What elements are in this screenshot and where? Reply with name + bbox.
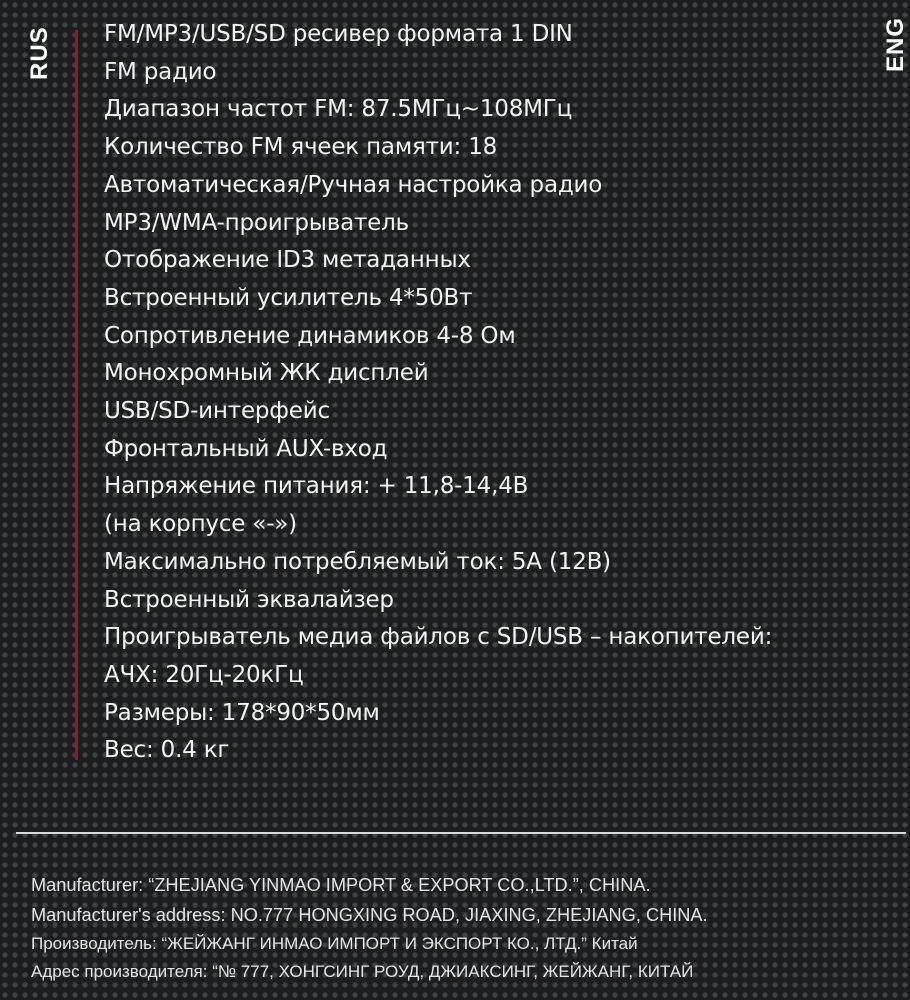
spec-item: Фронтальный AUX-вход bbox=[104, 435, 388, 462]
spec-item: MP3/WMA-проигрыватель bbox=[104, 209, 409, 236]
spec-item: Максимально потребляемый ток: 5А (12В) bbox=[104, 548, 611, 575]
spec-item: Количество FM ячеек памяти: 18 bbox=[104, 134, 498, 161]
footer-divider bbox=[16, 832, 906, 834]
spec-list bbox=[104, 16, 772, 770]
spec-item: Автоматическая/Ручная настройка радио bbox=[104, 171, 603, 198]
spec-item: Монохромный ЖК дисплей bbox=[104, 360, 429, 387]
manufacturer-address-en: Manufacturer's address: NO.777 HONGXING ROAD, JIAXING, ZHEJIANG, CHINA. bbox=[31, 905, 708, 925]
spec-item: FM/MP3/USB/SD ресивер формата 1 DIN bbox=[104, 21, 573, 47]
spec-item: Отображение ID3 метаданных bbox=[104, 247, 471, 274]
spec-item: Напряжение питания: + 11,8-14,4В bbox=[104, 473, 529, 500]
spec-item: Проигрыватель медиа файлов с SD/USB – накопителей: bbox=[104, 624, 773, 651]
spec-item: АЧХ: 20Гц-20кГц bbox=[104, 661, 304, 688]
spec-item: Встроенный эквалайзер bbox=[104, 586, 394, 613]
language-tab-eng: ENG bbox=[882, 16, 909, 72]
spec-item: USB/SD-интерфейс bbox=[104, 398, 330, 425]
spec-item: Сопротивление динамиков 4-8 Ом bbox=[104, 322, 516, 349]
manufacturer-info bbox=[31, 870, 708, 986]
spec-item: Вес: 0.4 кг bbox=[104, 737, 230, 764]
spec-item: FM радио bbox=[104, 58, 217, 85]
spec-item: Размеры: 178*90*50мм bbox=[104, 699, 380, 726]
spec-item: Встроенный усилитель 4*50Вт bbox=[104, 284, 473, 311]
language-tab-rus: RUS bbox=[26, 26, 53, 80]
accent-divider-line bbox=[75, 30, 78, 760]
manufacturer-en: Manufacturer: “ZHEJIANG YINMAO IMPORT & EXPORT CO.,LTD.”, CHINA. bbox=[31, 875, 651, 895]
manufacturer-address-ru: Адрес производителя: “№ 777, ХОНГСИНГ РОУД, ДЖИАКСИНГ, ЖЕЙЖАНГ, КИТАЙ bbox=[31, 962, 694, 981]
spec-item: (на корпусе «-») bbox=[104, 511, 297, 538]
manufacturer-ru: Производитель: “ЖЕЙЖАНГ ИНМАО ИМПОРТ И ЭКСПОРТ КО., ЛТД.” Китай bbox=[31, 934, 638, 953]
spec-item: Диапазон частот FM: 87.5МГц~108МГц bbox=[104, 96, 573, 123]
